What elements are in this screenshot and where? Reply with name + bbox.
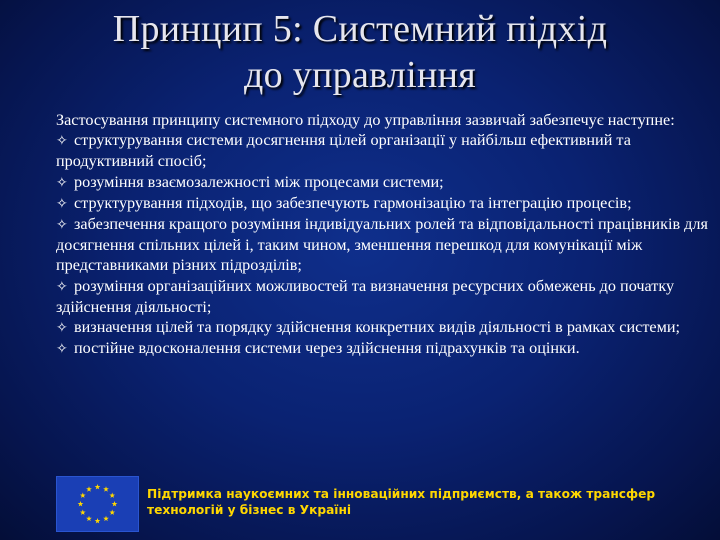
star-bullet-icon: ✧ bbox=[56, 278, 68, 295]
bullet-text: визначення цілей та порядку здійснення конкретних видів діяльності в рамках системи; bbox=[74, 318, 681, 337]
eu-star bbox=[95, 518, 101, 523]
star-bullet-icon: ✧ bbox=[56, 195, 68, 212]
intro-paragraph: Застосування принципу системного підходу до управління зазвичай забезпечує наступне: bbox=[56, 111, 675, 129]
bullet-text: забезпечення кращого розуміння індивідуальних ролей та відповідальності працівників для досягнення спільних цілей і, таким чином, зменшення перешкод для комунікації між представниками різних підрозділів; bbox=[56, 215, 708, 275]
bullet-item bbox=[56, 130, 718, 171]
star-bullet-icon: ✧ bbox=[56, 320, 68, 337]
bullet-text: структурування підходів, що забезпечують гармонізацію та інтеграцію процесів; bbox=[74, 193, 632, 212]
footer bbox=[56, 474, 696, 530]
eu-star bbox=[78, 501, 84, 506]
eu-star bbox=[80, 493, 86, 498]
bullet-text: структурування системи досягнення цілей організації у найбільш ефективний та продуктивний спосіб; bbox=[56, 131, 631, 171]
star-bullet-icon: ✧ bbox=[56, 133, 68, 150]
slide-body bbox=[56, 110, 718, 359]
footer-caption-line-2: технологій у бізнес в Україні bbox=[147, 503, 352, 517]
slide-title-line-2: до управління bbox=[243, 54, 477, 96]
eu-star bbox=[86, 486, 92, 491]
bullet-text: постійне вдосконалення системи через здійснення підрахунків та оцінки. bbox=[74, 339, 580, 358]
eu-flag-stars bbox=[57, 477, 138, 531]
footer-caption-line-1: Підтримка наукоємних та інноваційних підприємств, а також трансфер bbox=[147, 487, 656, 501]
eu-star bbox=[86, 516, 92, 521]
bullet-item bbox=[56, 338, 718, 359]
footer-caption bbox=[147, 486, 707, 518]
eu-star bbox=[103, 486, 109, 491]
eu-star bbox=[103, 516, 109, 521]
star-bullet-icon: ✧ bbox=[56, 217, 68, 234]
eu-star bbox=[80, 510, 86, 515]
star-bullet-icon: ✧ bbox=[56, 341, 68, 358]
bullet-text: розуміння організаційних можливостей та визначення ресурсних обмежень до початку здійснення діяльності; bbox=[56, 276, 675, 316]
star-bullet-icon: ✧ bbox=[56, 174, 68, 191]
slide-title bbox=[0, 6, 720, 98]
bullet-item bbox=[56, 193, 718, 214]
bullet-item bbox=[56, 214, 718, 276]
bullet-item bbox=[56, 317, 718, 338]
bullet-item bbox=[56, 172, 718, 193]
eu-star bbox=[95, 484, 101, 489]
eu-star bbox=[109, 510, 115, 515]
bullet-text: розуміння взаємозалежності між процесами системи; bbox=[74, 172, 444, 191]
bullet-item bbox=[56, 276, 718, 317]
eu-flag-icon bbox=[56, 476, 139, 532]
slide-title-line-1: Принцип 5: Системний підхід bbox=[112, 8, 608, 50]
eu-star bbox=[109, 493, 115, 498]
eu-star bbox=[112, 501, 118, 506]
